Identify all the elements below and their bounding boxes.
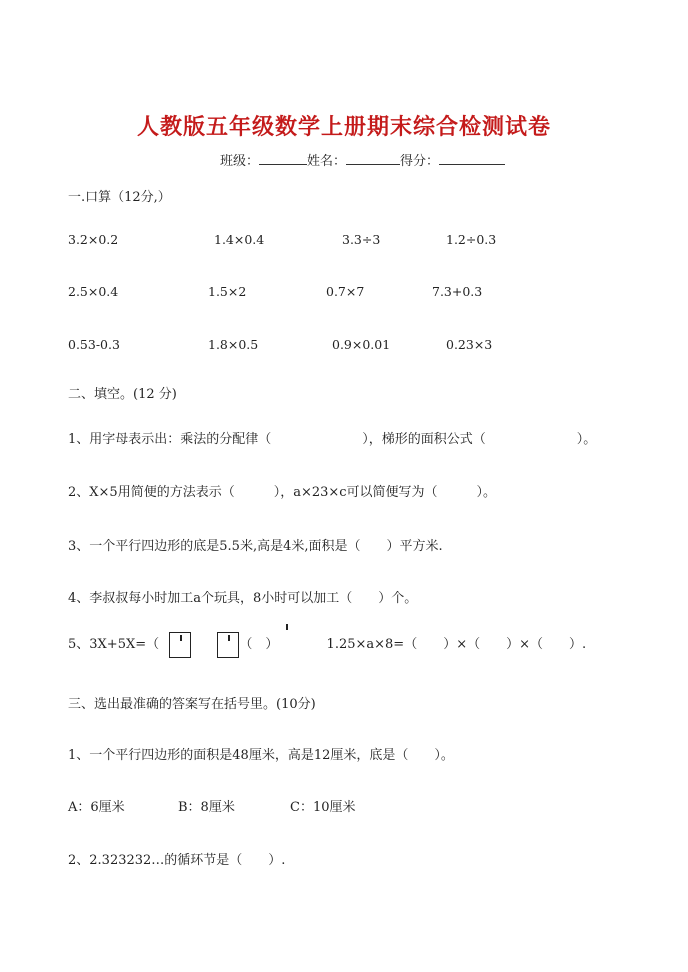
- calc-item: 1.4×0.4: [214, 232, 265, 247]
- fill-question-5: [68, 630, 586, 660]
- score-blank: [439, 152, 505, 165]
- calc-item: 2.5×0.4: [68, 284, 119, 299]
- choice-option-c: C：10厘米: [290, 800, 356, 815]
- answer-box[interactable]: [217, 632, 239, 658]
- choice-option-b: B：8厘米: [178, 800, 235, 815]
- fill-question-3: 3、一个平行四边形的底是5.5米,高是4米,面积是（ ）平方米.: [68, 539, 443, 554]
- name-label: 姓名：: [307, 154, 347, 169]
- stray-tick-mark: [286, 624, 288, 630]
- answer-box[interactable]: [169, 632, 191, 658]
- choice-question-2: 2、2.323232…的循环节是（ ）.: [68, 853, 286, 868]
- fill-question-1: 1、用字母表示出：乘法的分配律（ ），梯形的面积公式（ ）。: [68, 432, 597, 447]
- calc-item: 1.2÷0.3: [446, 232, 497, 247]
- score-label: 得分：: [400, 154, 440, 169]
- fill-question-4: 4、李叔叔每小时加工a个玩具，8小时可以加工（ ）个。: [68, 591, 418, 606]
- name-blank: [346, 152, 400, 165]
- class-blank: [259, 152, 307, 165]
- calc-item: 3.2×0.2: [68, 232, 119, 247]
- choice-option-a: A：6厘米: [68, 800, 125, 815]
- calc-item: 0.23×3: [446, 337, 493, 352]
- calc-item: 0.53-0.3: [68, 337, 120, 352]
- calc-item: 1.8×0.5: [208, 337, 259, 352]
- calc-item: 7.3+0.3: [432, 284, 483, 299]
- student-info-line: [220, 150, 505, 169]
- page-title: 人教版五年级数学上册期末综合检测试卷: [136, 114, 551, 140]
- section-mental-calc: 一.口算（12分,）: [68, 190, 171, 205]
- fill-question-2: 2、X×5用简便的方法表示（ ），a×23×c可以简便写为（ ）。: [68, 485, 497, 500]
- q5-part-a: 5、3X+5X=（: [68, 637, 160, 652]
- calc-item: 0.7×7: [326, 284, 365, 299]
- calc-item: 0.9×0.01: [332, 337, 391, 352]
- class-label: 班级：: [220, 154, 260, 169]
- section-multiple-choice: 三、选出最准确的答案写在括号里。(10分): [68, 697, 316, 712]
- section-fill-in: 二、填空。(12 分): [68, 387, 177, 402]
- calc-item: 1.5×2: [208, 284, 247, 299]
- calc-item: 3.3÷3: [342, 232, 381, 247]
- choice-question-1: 1、一个平行四边形的面积是48厘米，高是12厘米，底是（ ）。: [68, 748, 454, 763]
- q5-part-b: （ ）: [239, 637, 279, 652]
- q5-part-c: 1.25×a×8=（ ）×（ ）×（ ）.: [326, 637, 587, 652]
